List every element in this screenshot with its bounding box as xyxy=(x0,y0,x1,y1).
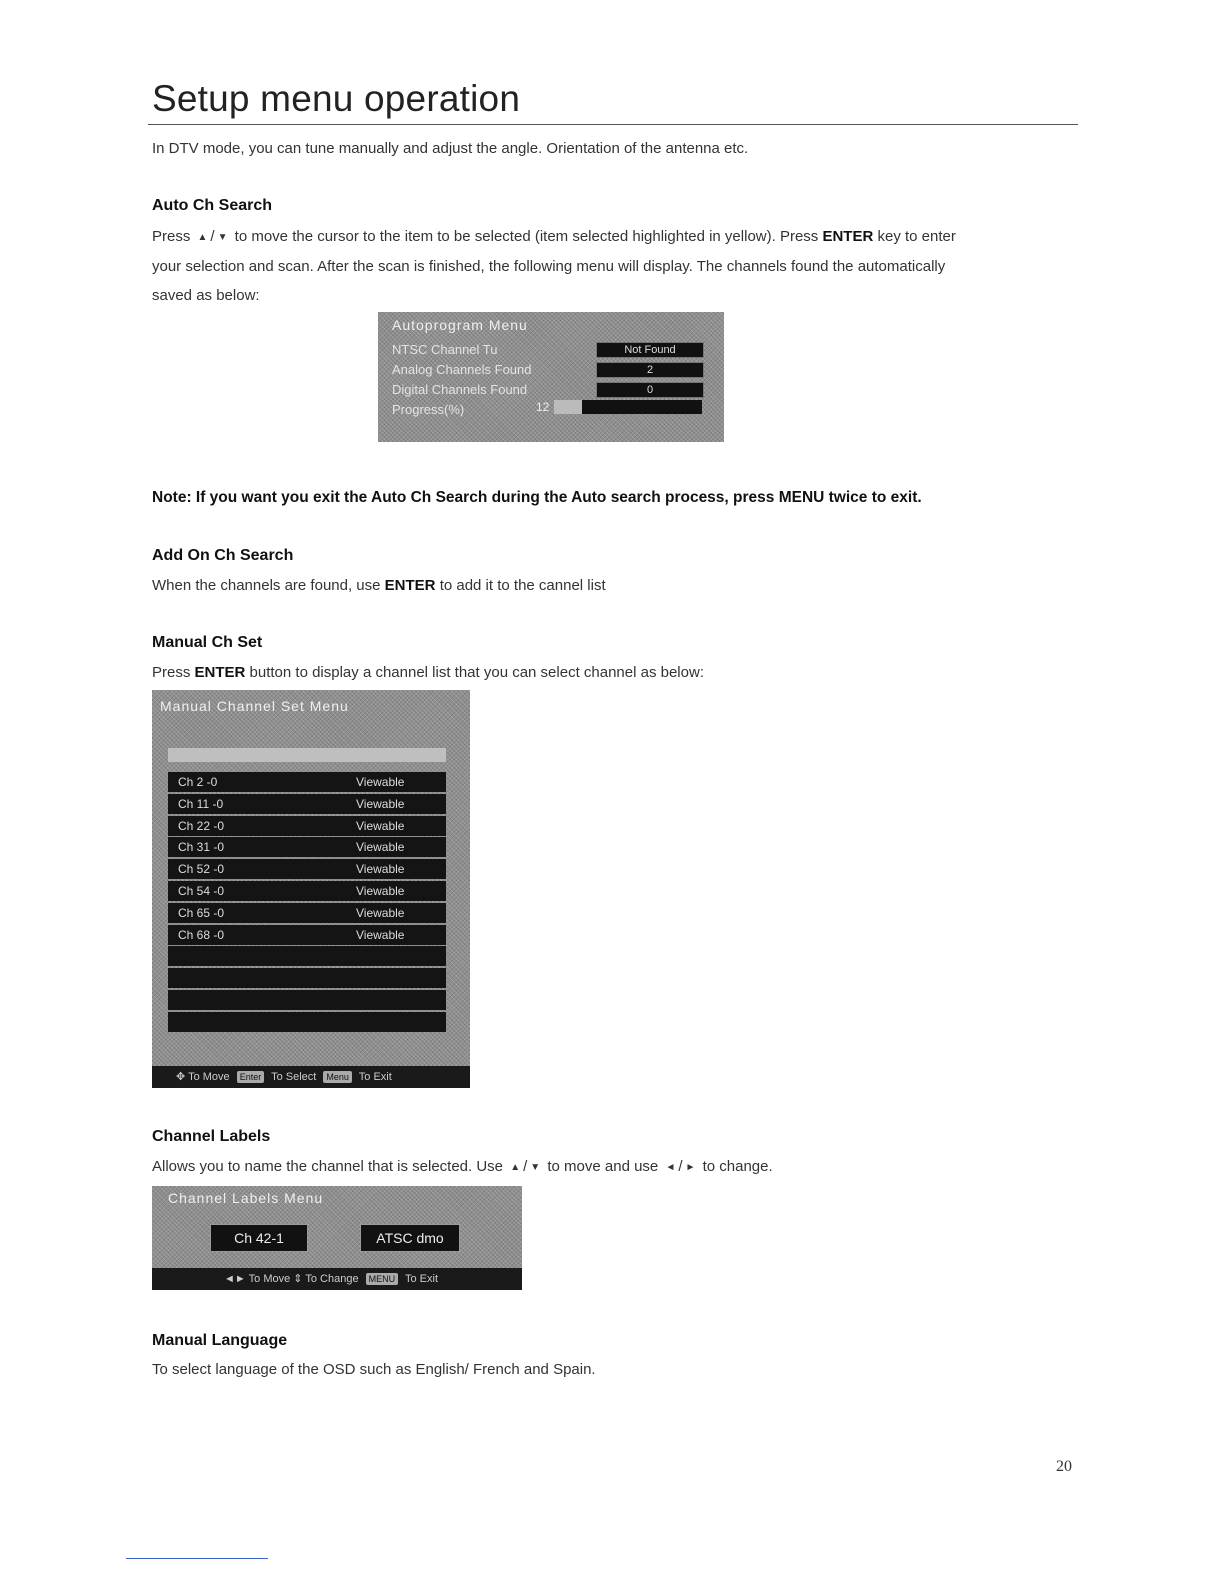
manual-language-text: To select language of the OSD such as English/ French and Spain. xyxy=(152,1361,596,1378)
auto-ch-note: Note: If you want you exit the Auto Ch Search during the Auto search process, press MENU twice to exit. xyxy=(152,489,922,506)
autoprogram-menu-title: Autoprogram Menu xyxy=(392,317,528,333)
channel-row xyxy=(168,816,446,836)
footer-select-label: To Select xyxy=(271,1071,317,1083)
channel-status: Viewable xyxy=(356,818,405,833)
channel-status: Viewable xyxy=(356,840,405,855)
add-on-enter: ENTER xyxy=(384,577,436,594)
channel-name: Ch 11 -0 xyxy=(178,796,224,811)
manual-set-enter: ENTER xyxy=(194,664,246,681)
auto-ch-heading: Auto Ch Search xyxy=(152,197,273,214)
channel-labels-text-a: Allows you to name the channel that is selected. Use xyxy=(152,1158,504,1175)
channel-status: Viewable xyxy=(356,905,405,920)
move-arrows-icon: ✥ xyxy=(176,1071,186,1083)
auto-ch-text-press: Press xyxy=(152,228,191,245)
footer-move-label: To Move xyxy=(248,1273,291,1285)
manual-set-text-b: button to display a channel list that you can select channel as below: xyxy=(249,664,704,681)
channel-row xyxy=(168,881,446,901)
empty-channel-row xyxy=(168,990,446,1010)
right-arrow-icon: ► xyxy=(685,1162,696,1173)
empty-channel-row xyxy=(168,1012,446,1032)
channel-row xyxy=(168,837,446,857)
analog-channels-value: 2 xyxy=(596,362,704,378)
up-down-icon: ⇕ xyxy=(293,1273,303,1285)
manual-language-heading: Manual Language xyxy=(152,1332,288,1349)
channel-labels-menu-title: Channel Labels Menu xyxy=(168,1190,324,1206)
autoprogram-menu xyxy=(378,312,724,442)
add-on-text xyxy=(152,571,606,600)
digital-channels-label: Digital Channels Found xyxy=(392,382,528,397)
channel-name: Ch 31 -0 xyxy=(178,840,225,855)
manual-set-heading: Manual Ch Set xyxy=(152,634,263,651)
page-title: Setup menu operation xyxy=(152,78,521,119)
footer-change-label: To Change xyxy=(305,1273,359,1285)
channel-list-header xyxy=(168,748,446,762)
analog-channels-label: Analog Channels Found xyxy=(392,362,532,377)
add-on-text-a: When the channels are found, use xyxy=(152,577,381,594)
footer-move-label: To Move xyxy=(188,1071,230,1083)
left-right-icon: ◄► xyxy=(224,1273,246,1285)
channel-name: Ch 22 -0 xyxy=(178,818,225,833)
channel-labels-text-c: to change. xyxy=(702,1158,773,1175)
channel-row xyxy=(168,925,446,945)
channel-name: Ch 52 -0 xyxy=(178,862,225,877)
page-number: 20 xyxy=(1056,1458,1072,1475)
manual-set-text-a: Press xyxy=(152,664,191,681)
labels-menu-footer xyxy=(152,1268,522,1290)
enter-key-text: ENTER xyxy=(822,228,874,245)
channel-status: Viewable xyxy=(356,862,405,877)
add-on-text-b: to add it to the cannel list xyxy=(439,577,606,594)
ntsc-channel-label: NTSC Channel Tu xyxy=(392,342,498,357)
empty-channel-row xyxy=(168,946,446,966)
channel-row xyxy=(168,772,446,792)
left-arrow-icon: ◄ xyxy=(665,1162,676,1173)
channel-row xyxy=(168,859,446,879)
footer-line xyxy=(126,1558,268,1559)
menu-key-icon: Menu xyxy=(323,1071,352,1083)
ntsc-channel-value: Not Found xyxy=(596,342,704,358)
channel-row xyxy=(168,794,446,814)
down-arrow-icon: ▼ xyxy=(530,1162,541,1173)
auto-ch-line-3: saved as below: xyxy=(152,287,260,304)
down-arrow-icon: ▼ xyxy=(217,232,228,243)
progress-bar xyxy=(554,400,702,414)
auto-ch-line-2: your selection and scan. After the scan is finished, the following menu will display. The channels found the automatically xyxy=(152,258,946,275)
empty-channel-row xyxy=(168,968,446,988)
channel-status: Viewable xyxy=(356,883,405,898)
progress-bar-fill xyxy=(554,400,582,414)
intro-text: In DTV mode, you can tune manually and adjust the angle. Orientation of the antenna etc. xyxy=(152,140,749,157)
auto-ch-text-move: to move the cursor to the item to be selected (item selected highlighted in yellow). Press xyxy=(234,228,819,245)
progress-value: 12 xyxy=(536,400,550,414)
auto-ch-paragraph xyxy=(152,222,1082,310)
auto-ch-text-key: key to enter xyxy=(877,228,956,245)
channel-labels-text-b: to move and use xyxy=(547,1158,659,1175)
auto-ch-line-1: Press ▲ / ▼ to move the cursor to the item to be selected (item selected highlighted in yellow). Press ENTER key to enter xyxy=(152,222,1082,252)
manual-menu-footer-text xyxy=(176,1070,392,1083)
digital-channels-value: 0 xyxy=(596,382,704,398)
up-arrow-icon: ▲ xyxy=(510,1162,521,1173)
enter-key-icon: Enter xyxy=(237,1071,265,1083)
footer-exit-label: To Exit xyxy=(405,1273,439,1285)
footer-exit-label: To Exit xyxy=(358,1071,392,1083)
channel-number-field: Ch 42-1 xyxy=(210,1224,308,1252)
up-arrow-icon: ▲ xyxy=(197,232,208,243)
title-rule xyxy=(148,124,1078,125)
progress-label: Progress(%) xyxy=(392,402,465,417)
channel-status: Viewable xyxy=(356,775,405,789)
manual-channel-set-menu xyxy=(152,690,470,1088)
add-on-heading: Add On Ch Search xyxy=(152,547,294,564)
manual-set-text xyxy=(152,658,704,687)
channel-name: Ch 54 -0 xyxy=(178,883,225,898)
channel-labels-menu xyxy=(152,1186,522,1290)
labels-menu-footer-text xyxy=(224,1272,438,1285)
channel-labels-text: Allows you to name the channel that is selected. Use ▲ / ▼ to move and use ◄ / ► to change. xyxy=(152,1152,773,1182)
channel-name: Ch 68 -0 xyxy=(178,927,225,942)
channel-list xyxy=(168,772,446,1034)
manual-channel-set-menu-title: Manual Channel Set Menu xyxy=(160,698,349,714)
channel-row xyxy=(168,903,446,923)
menu-key-icon: MENU xyxy=(366,1273,399,1285)
channel-labels-heading: Channel Labels xyxy=(152,1128,271,1145)
channel-name: Ch 65 -0 xyxy=(178,905,225,920)
channel-name: Ch 2 -0 xyxy=(178,775,218,789)
channel-status: Viewable xyxy=(356,927,405,942)
channel-label-field: ATSC dmo xyxy=(360,1224,460,1252)
manual-menu-footer xyxy=(152,1066,470,1088)
channel-status: Viewable xyxy=(356,796,405,811)
